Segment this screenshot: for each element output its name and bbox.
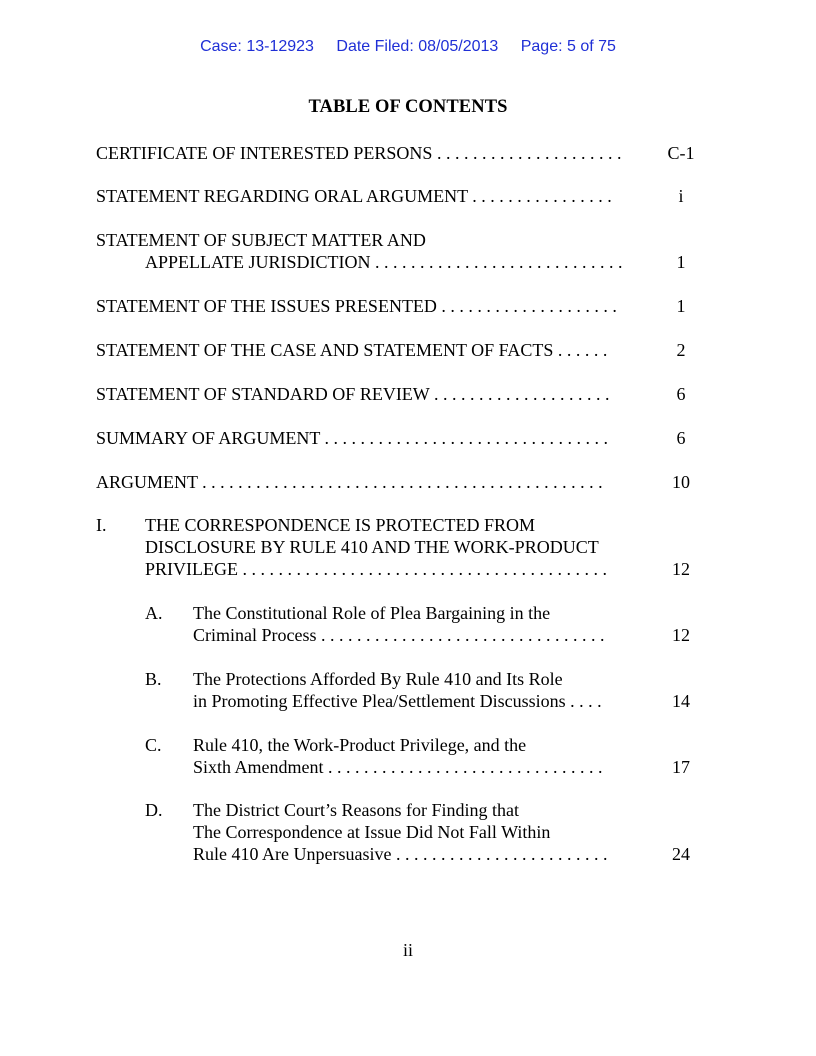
toc-entry-marker: I. [96,515,107,535]
toc-entry-title: The District Court’s Reasons for Finding that [193,800,519,820]
toc-entry-title-continued: PRIVILEGE . . . . . . . . . . . . . . . . . . . . . . . . . . . . . . . . . . . . . . . . . [145,559,607,579]
toc-entry-title: ARGUMENT . . . . . . . . . . . . . . . . . . . . . . . . . . . . . . . . . . . . . . . . . . . . . [96,472,603,492]
toc-entry-title: STATEMENT OF THE CASE AND STATEMENT OF FACTS . . . . . . [96,340,608,360]
toc-entry-page: C-1 [667,143,695,163]
page-count: Page: 5 of 75 [520,38,616,55]
toc-entry-title-continued: DISCLOSURE BY RULE 410 AND THE WORK-PRODUCT [145,537,599,557]
toc-entry-title: Rule 410, the Work-Product Privilege, and the [193,735,527,755]
toc-entry-page: i [678,186,684,206]
toc-entry-marker: A. [145,603,163,623]
toc-entry-title-continued: Rule 410 Are Unpersuasive . . . . . . . . . . . . . . . . . . . . . . . . [193,844,608,864]
toc-entry-title: CERTIFICATE OF INTERESTED PERSONS . . . . . . . . . . . . . . . . . . . . . [96,143,622,163]
toc-entry-title-continued: The Correspondence at Issue Did Not Fall Within [193,822,551,842]
filing-header [0,38,816,56]
toc-entry-page: 12 [672,559,690,579]
page-number: ii [402,940,413,960]
toc-entry-page: 24 [672,844,690,864]
toc-entry-page: 1 [676,252,686,272]
toc-entry-marker: B. [145,669,162,689]
toc-entry-page: 2 [676,340,686,360]
toc-entry-title: The Constitutional Role of Plea Bargaining in the [193,603,551,623]
toc-entry-title: THE CORRESPONDENCE IS PROTECTED FROM [145,515,536,535]
page-title: TABLE OF CONTENTS [308,97,508,117]
toc-entry-title: SUMMARY OF ARGUMENT . . . . . . . . . . . . . . . . . . . . . . . . . . . . . . . . [96,428,609,448]
toc-entry-title: STATEMENT REGARDING ORAL ARGUMENT . . . . . . . . . . . . . . . . [96,186,612,206]
toc-entry-page: 14 [672,691,690,711]
toc-entry-title: STATEMENT OF THE ISSUES PRESENTED . . . . . . . . . . . . . . . . . . . . [96,296,617,316]
toc-entry-page: 12 [672,625,690,645]
toc-entry-page: 17 [672,757,690,777]
toc-entry-title: STATEMENT OF STANDARD OF REVIEW . . . . . . . . . . . . . . . . . . . . [96,384,610,404]
toc-entry-title-continued: Criminal Process . . . . . . . . . . . . . . . . . . . . . . . . . . . . . . . . [193,625,605,645]
toc-entry-marker: C. [145,735,162,755]
toc-entry-title-continued: Sixth Amendment . . . . . . . . . . . . . . . . . . . . . . . . . . . . . . . [193,757,603,777]
date-filed: Date Filed: 08/05/2013 [336,38,499,55]
toc-entry-title-continued: APPELLATE JURISDICTION . . . . . . . . . . . . . . . . . . . . . . . . . . . . [145,252,623,272]
toc-entry-title: STATEMENT OF SUBJECT MATTER AND [96,230,426,250]
toc-entry-page: 1 [676,296,686,316]
toc-entry-marker: D. [145,800,163,820]
toc-entry-page: 6 [676,384,686,404]
toc-entry-title: The Protections Afforded By Rule 410 and Its Role [193,669,563,689]
toc-entry-page: 10 [672,472,690,492]
toc-entry-title-continued: in Promoting Effective Plea/Settlement Discussions . . . . [193,691,602,711]
toc-entry-page: 6 [676,428,686,448]
case-number: Case: 13-12923 [200,38,314,55]
